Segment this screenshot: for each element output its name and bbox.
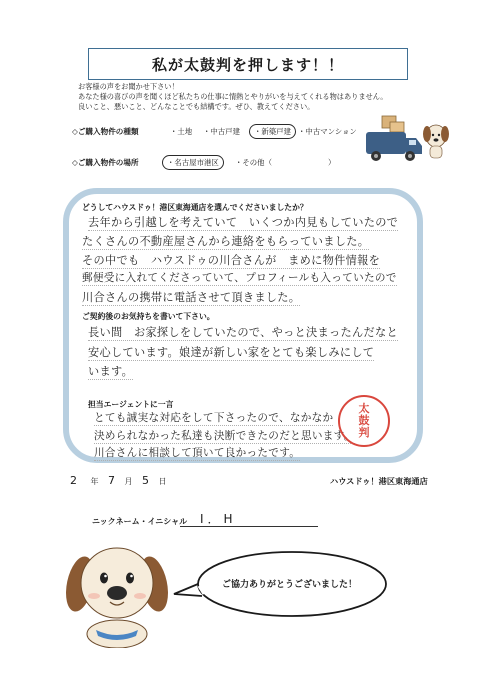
date-day-unit: 日 — [158, 477, 167, 486]
answer-2-line: 長い間 お家探しをしていたので、やっと決まったんだなと — [88, 326, 398, 339]
dog-mascot — [62, 538, 172, 648]
intro-line: お客様の声をお聞かせ下さい！ — [78, 82, 179, 91]
intro-line: あなた様の喜びの声を聞くほど私たちの仕事に情熱とやりがいを与えてくれる物はありません。 — [78, 92, 388, 101]
date-year-unit: 年 — [90, 477, 99, 486]
option-new-house[interactable]: ・新築戸建 — [249, 124, 296, 139]
property-type-label: ◇ご購入物件の種類 — [72, 127, 139, 136]
option-land[interactable]: ・土地 — [170, 127, 193, 136]
date — [70, 474, 167, 487]
answer-1-line: 去年から引越しを考えていて いくつか内見もしていたので — [88, 216, 399, 229]
answer-2-line: 安心しています。娘達が新しい家をとても楽しみにして — [88, 346, 375, 359]
stamp-char: 鼓 — [358, 414, 370, 427]
option-used-house[interactable]: ・中古戸建 — [203, 127, 240, 136]
option-other[interactable]: ・その他（ — [235, 158, 272, 167]
answer-1-line: 郵便受に入れてくださっていて、プロフィールも入っていたので — [82, 272, 397, 284]
date-month-unit: 月 — [124, 477, 133, 486]
option-minato-ku[interactable]: ・名古屋市港区 — [162, 155, 224, 170]
store-name: ハウスドゥ！港区東海通店 — [330, 476, 428, 486]
question-2: ご契約後のお気持ちを書いて下さい。 — [82, 312, 215, 321]
option-other-close: ） — [328, 158, 336, 167]
answer-3-line: 川合さんに相談して頂いて良かったです。 — [94, 447, 301, 459]
title-text: 私が太鼓判を押します！！ — [151, 55, 344, 74]
date-era: 2 — [70, 474, 77, 487]
question-1: どうしてハウスドゥ！港区東海通店を選んでくださいましたか？ — [82, 203, 308, 212]
intro-text — [78, 82, 418, 112]
nickname-value: I．H — [200, 512, 237, 526]
stamp-char: 判 — [358, 426, 370, 439]
stamp-char: 太 — [358, 402, 370, 415]
answer-3-line: とても誠実な対応をして下さったので、なかなか — [94, 412, 334, 424]
nickname-underline — [180, 526, 318, 527]
date-month: 7 — [108, 474, 115, 487]
answer-1-line: 川合さんの携帯に電話させて頂きました。 — [82, 291, 301, 304]
page-title — [88, 48, 408, 80]
answer-1-line: たくさんの不動産屋さんから連絡をもらっていました。 — [82, 235, 370, 248]
taikoban-stamp — [338, 395, 390, 447]
nickname-label: ニックネーム・イニシャル — [92, 517, 188, 526]
thank-you-message: ご協力ありがとうございました！ — [222, 580, 358, 590]
intro-line: 良いこと、悪いこと、どんなことでも結構です。ぜひ、教えてください。 — [78, 102, 315, 111]
answer-3-line: 決められなかった私達も決断できたのだと思います。 — [94, 430, 355, 442]
question-3: 担当エージェントに一言 — [88, 400, 174, 409]
answer-1-line: その中でも ハウスドゥの川合さんが まめに物件情報を — [82, 254, 381, 267]
speech-bubble — [168, 548, 388, 620]
answer-2-line: います。 — [88, 365, 134, 378]
date-day: 5 — [142, 474, 149, 487]
property-location-label: ◇ご購入物件の場所 — [72, 158, 139, 167]
moving-truck-illustration — [360, 110, 450, 170]
option-used-condo[interactable]: ・中古マンション — [298, 127, 357, 136]
